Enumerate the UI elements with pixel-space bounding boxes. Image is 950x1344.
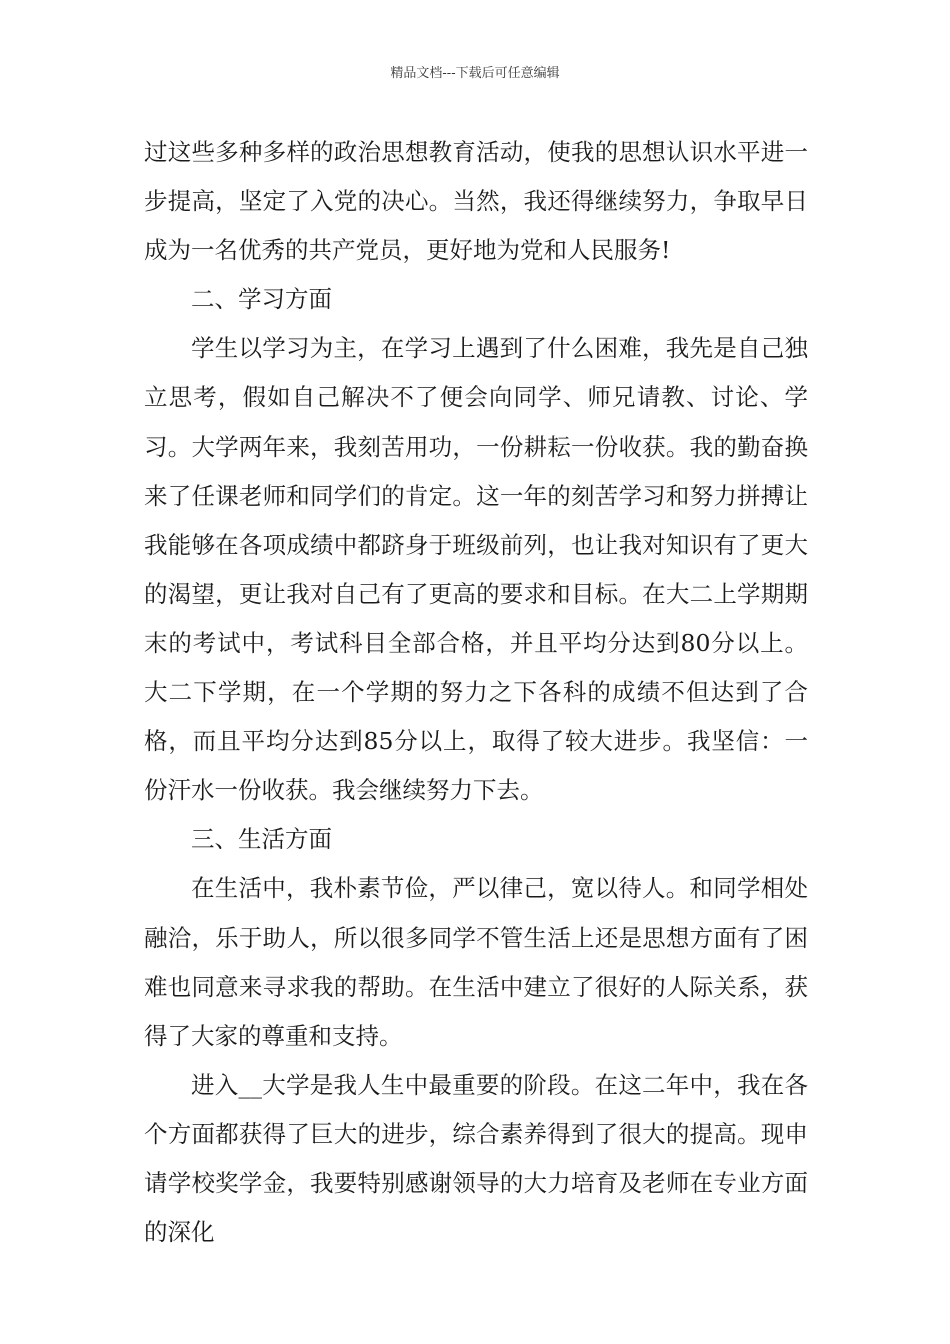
section-heading-life: 三、生活方面: [191, 825, 332, 854]
paragraph-ideology-continued: 过这些多种多样的政治思想教育活动，使我的思想认识水平进一步提高，坚定了入党的决心。当然，我还得继续努力，争取早日成为一名优秀的共产党员，更好地为党和人民服务!: [144, 138, 808, 265]
section-heading-study: 二、学习方面: [191, 285, 332, 314]
paragraph-conclusion: 进入__大学是我人生中最重要的阶段。在这二年中，我在各个方面都获得了巨大的进步，综合素养得到了很大的提高。现申请学校奖学金，我要特别感谢领导的大力培育及老师在专业方面的深化: [144, 1070, 808, 1247]
page-header: 精品文档---下载后可任意编辑: [390, 66, 560, 81]
document-body: [144, 128, 808, 1257]
paragraph-study: 学生以学习为主，在学习上遇到了什么困难，我先是自己独立思考，假如自己解决不了便会向同学、师兄请教、讨论、学习。大学两年来，我刻苦用功，一份耕耘一份收获。我的勤奋换来了任课老师和同学们的肯定。这一年的刻苦学习和努力拼搏让我能够在各项成绩中都跻身于班级前列，也让我对知识有了更大的渴望，更让我对自己有了更高的要求和目标。在大二上学期期末的考试中，考试科目全部合格，并且平均分达到80分以上。大二下学期，在一个学期的努力之下各科的成绩不但达到了合格，而且平均分达到85分以上，取得了较大进步。我坚信：一份汗水一份收获。我会继续努力下去。: [144, 334, 808, 805]
paragraph-life: 在生活中，我朴素节俭，严以律己，宽以待人。和同学相处融洽，乐于助人，所以很多同学不管生活上还是思想方面有了困难也同意来寻求我的帮助。在生活中建立了很好的人际关系，获得了大家的尊重和支持。: [144, 874, 808, 1050]
